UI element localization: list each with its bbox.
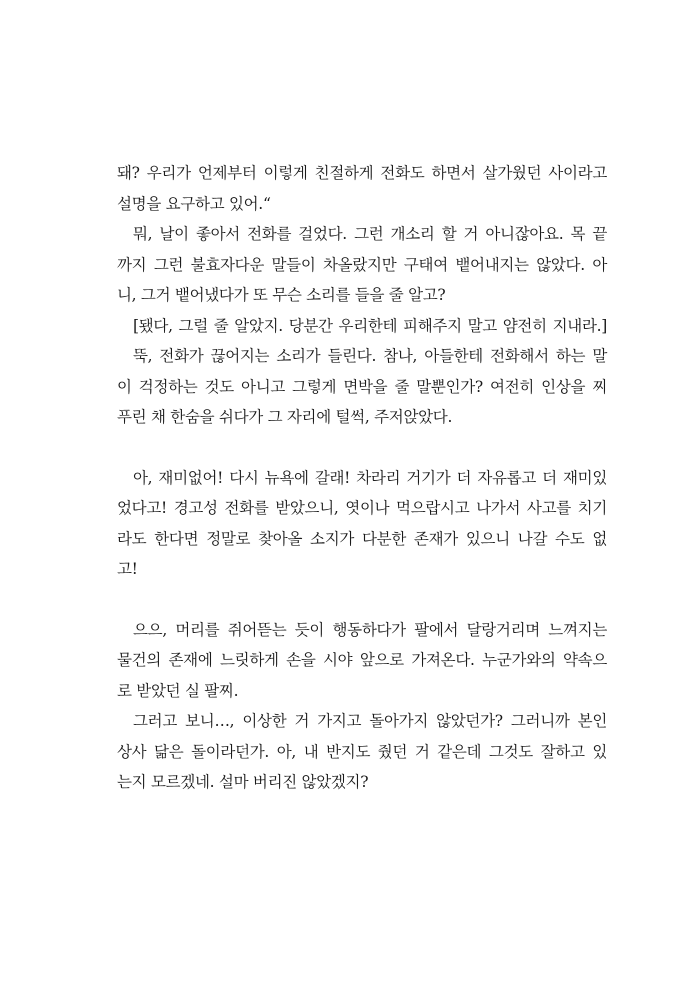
paragraph-3 <box>117 311 607 342</box>
text-line: 었다고! 경고성 전화를 받았으니, 엿이나 먹으랍시고 나가서 사고를 치기 <box>117 499 607 517</box>
text-line: 설명을 요구하고 있어.“ <box>117 194 271 213</box>
paragraph-2 <box>117 219 607 311</box>
text-line: 니, 그거 뱉어냈다가 또 무슨 소리를 들을 줄 알고? <box>117 286 446 304</box>
blank-line <box>117 433 607 463</box>
text-line: 물건의 존재에 느릿하게 손을 시야 앞으로 가져온다. 누군가와의 약속으 <box>117 651 607 669</box>
text-line: 뭐, 날이 좋아서 전화를 걸었다. 그런 개소리 할 거 아니잖아요. 목 끝 <box>133 225 607 243</box>
text-line: 상사 닮은 돌이라던가. 아, 내 반지도 줬던 거 같은데 그것도 잘하고 있 <box>117 742 607 761</box>
document-page <box>117 158 607 798</box>
paragraph-4 <box>117 341 607 433</box>
text-line: 으으, 머리를 쥐어뜯는 듯이 행동하다가 팔에서 달랑거리며 느껴지는 <box>133 620 607 639</box>
text-line: 까지 그런 불효자다운 말들이 차올랐지만 구태여 뱉어내지는 않았다. 아 <box>117 255 607 274</box>
text-line: 그러고 보니…, 이상한 거 가지고 돌아가지 않았던가? 그러니까 본인 <box>133 712 607 730</box>
text-line: 라도 한다면 정말로 찾아올 소지가 다분한 존재가 있으니 나갈 수도 없 <box>117 529 607 548</box>
text-line: 돼? 우리가 언제부터 이렇게 친절하게 전화도 하면서 살가웠던 사이라고 <box>117 164 607 182</box>
text-line: 아, 재미없어! 다시 뉴욕에 갈래! 차라리 거기가 더 자유롭고 더 재미있 <box>133 468 607 487</box>
text-line: 이 걱정하는 것도 아니고 그렇게 면박을 줄 말뿐인가? 여전히 인상을 찌 <box>117 377 607 396</box>
text-line: 뚝, 전화가 끊어지는 소리가 들린다. 참나, 아들한테 전화해서 하는 말 <box>133 347 607 365</box>
paragraph-1 <box>117 158 607 219</box>
text-line: 로 받았던 실 팔찌. <box>117 681 239 700</box>
paragraph-6 <box>117 615 607 707</box>
text-line: 고! <box>117 560 138 578</box>
text-line: 푸린 채 한숨을 쉬다가 그 자리에 털썩, 주저앉았다. <box>117 408 453 426</box>
paragraph-7 <box>117 706 607 798</box>
paragraph-5 <box>117 463 607 585</box>
text-line: 는지 모르겠네. 설마 버리진 않았겠지? <box>117 773 369 791</box>
blank-line <box>117 585 607 615</box>
text-line: [됐다, 그럴 줄 알았지. 당분간 우리한테 피해주지 말고 얌전히 지내라.] <box>133 316 607 335</box>
